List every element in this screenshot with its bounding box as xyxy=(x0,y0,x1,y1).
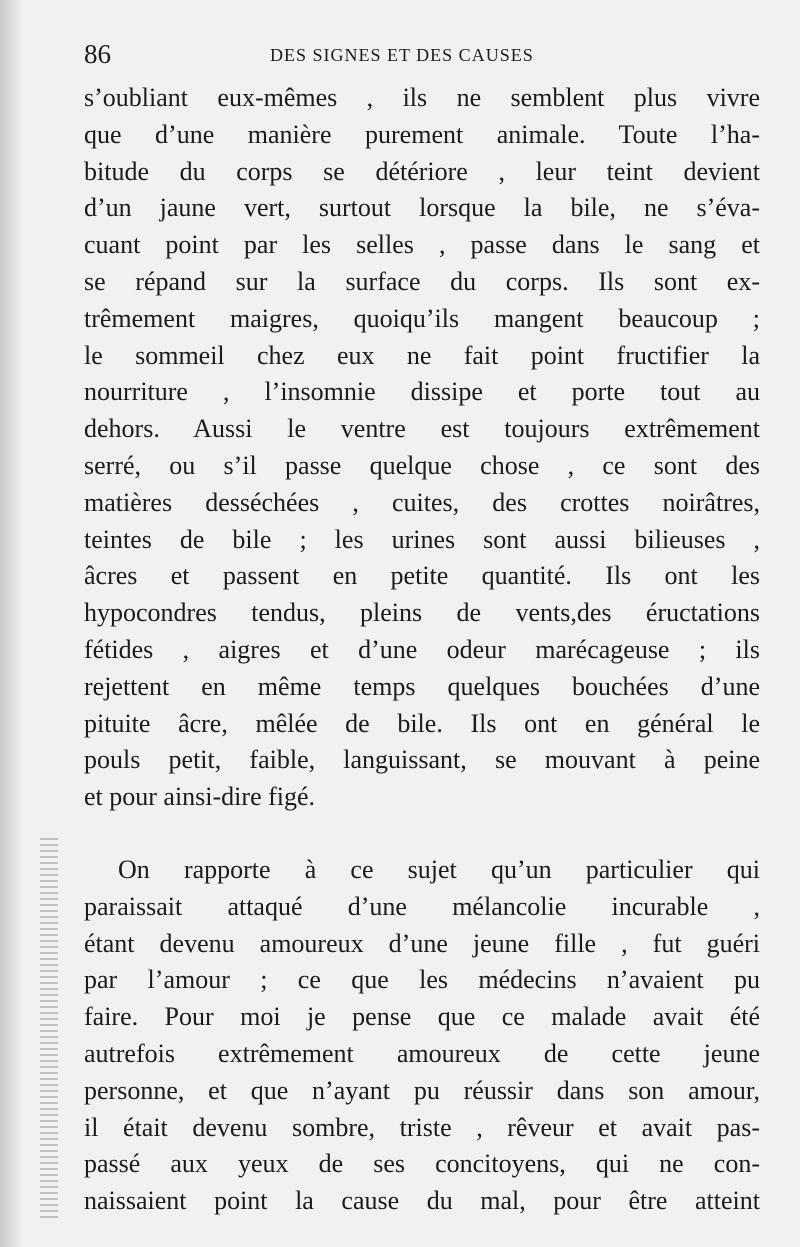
text-line: se répand sur la surface du corps. Ils sont ex- xyxy=(84,266,760,296)
text-line: personne, et que n’ayant pu réussir dans son amour, xyxy=(84,1075,760,1105)
text-line: trêmement maigres, quoiqu’ils mangent beaucoup ; xyxy=(84,303,760,333)
text-line: bitude du corps se détériore , leur teint devient xyxy=(84,156,760,186)
page-number: 86 xyxy=(84,39,111,69)
text-line: s’oubliant eux-mêmes , ils ne semblent plus vivre xyxy=(84,83,760,112)
text-line: faire. Pour moi je pense que ce malade avait été xyxy=(84,1002,760,1032)
page-header xyxy=(84,36,760,72)
text-line: hypocondres tendus, pleins de vents,des éructations xyxy=(84,598,760,628)
text-line: passé aux yeux de ses concitoyens, qui ne con- xyxy=(84,1149,760,1179)
text-line: étant devenu amoureux d’une jeune fille , fut guéri xyxy=(84,928,760,958)
text-line: que d’une manière purement animale. Toute l’ha- xyxy=(84,119,760,149)
text-line: paraissait attaqué d’une mélancolie incurable , xyxy=(84,891,760,921)
text-line: il était devenu sombre, triste , rêveur et avait pas- xyxy=(84,1112,760,1142)
text-line: dehors. Aussi le ventre est toujours extrêmement xyxy=(84,414,760,444)
text-line: nourriture , l’insomnie dissipe et porte tout au xyxy=(84,377,760,407)
text-line: serré, ou s’il passe quelque chose , ce sont des xyxy=(84,450,760,480)
text-line: le sommeil chez eux ne fait point fructifier la xyxy=(84,340,760,370)
text-line: On rapporte à ce sujet qu’un particulier qui xyxy=(118,854,760,884)
text-line: pituite âcre, mêlée de bile. Ils ont en général le xyxy=(84,708,760,738)
text-line: âcres et passent en petite quantité. Ils ont les xyxy=(84,561,760,591)
running-head: DES SIGNES ET DES CAUSES xyxy=(270,45,534,65)
body-text xyxy=(84,80,760,1220)
text-line: cuant point par les selles , passe dans le sang et xyxy=(84,230,760,260)
text-line: fétides , aigres et d’une odeur marécageuse ; ils xyxy=(84,634,760,664)
text-line: autrefois extrêmement amoureux de cette jeune xyxy=(84,1038,760,1068)
text-line: d’un jaune vert, surtout lorsque la bile, ne s’éva- xyxy=(84,193,760,223)
margin-bleed-texture xyxy=(40,838,58,1218)
text-line: pouls petit, faible, languissant, se mouvant à peine xyxy=(84,745,760,775)
page-gutter-shadow xyxy=(0,0,22,1247)
text-line: et pour ainsi-dire figé. xyxy=(84,782,316,812)
text-line: rejettent en même temps quelques bouchées d’une xyxy=(84,671,760,701)
paragraph-spacer xyxy=(84,816,760,852)
text-line: par l’amour ; ce que les médecins n’avaient pu xyxy=(84,965,760,995)
text-line: matières desséchées , cuites, des crottes noirâtres, xyxy=(84,487,760,517)
text-line: teintes de bile ; les urines sont aussi bilieuses , xyxy=(84,524,760,554)
paragraph-1 xyxy=(84,80,760,816)
paragraph-2 xyxy=(84,852,760,1220)
text-line: naissaient point la cause du mal, pour être atteint xyxy=(84,1186,760,1216)
